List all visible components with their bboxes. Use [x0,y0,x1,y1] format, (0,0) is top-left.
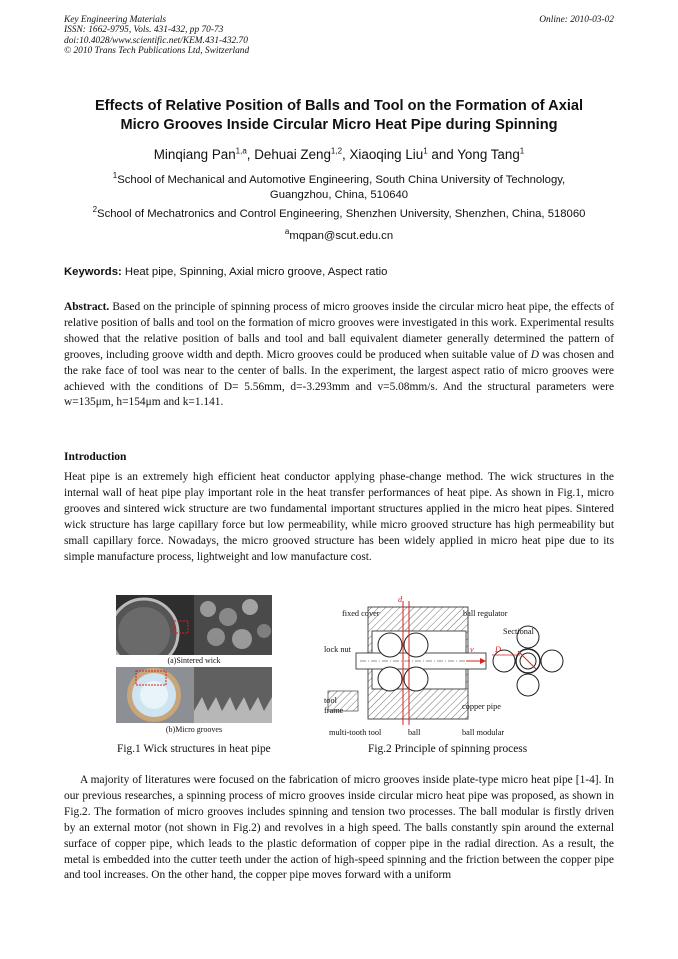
label-d: d [398,595,403,604]
fig1b-caption: (b)Micro grooves [165,725,223,734]
affil-1-line-1: School of Mechanical and Automotive Engineering, South China University of Technology, [117,174,566,186]
email-sup: a [284,227,290,237]
label-sectional: Sectional [503,627,534,636]
author-name: Dehuai Zeng [254,147,331,162]
figure-2 [320,595,568,740]
keywords-label: Keywords: [64,266,122,278]
author-name: Yong Tang [457,147,520,162]
label-v: v [470,645,474,654]
affil-sup: 2 [92,205,98,215]
author-affil-sup: 1,2 [330,146,343,156]
author-name: Xiaoqing Liu [349,147,424,162]
author-affil-sup: 1,a [235,146,247,156]
affiliation-1 [40,173,638,202]
author-sep: , [246,147,255,162]
label-D: D [495,645,501,654]
figure-1 [116,595,272,737]
doi[interactable]: doi:10.4028/www.scientific.net/KEM.431-432.70 [64,35,248,46]
paper-title [40,97,638,135]
affil-1-line-2: Guangzhou, China, 510640 [269,188,409,201]
label-copper-pipe: copper pipe [462,702,501,711]
keywords-list: Heat pipe, Spinning, Axial micro groove, Aspect ratio [121,266,388,278]
author-affil-sup: 1 [423,146,428,156]
intro-paragraph: Heat pipe is an extremely high efficient heat conductor applying phase-change method. The wick structures in the internal wall of heat pipe play important role in the heat transfer performances of heat pipe. As shown in Fig.1, micro grooves and sintered wick structure are two fundamental important structures applied in the micro heat pipes. Sintered wick structure has large capillary force but low permeability, while micro grooved structure has high permeability but small capillary force. Nowadays, the micro grooved structure has been widely applied in micro heat pipe due to its simple manufacture process, lightweight and low manufacture cost. [64,471,614,563]
figure-1-caption: Fig.1 Wick structures in heat pipe [117,743,271,755]
abstract [64,300,614,411]
issn: ISSN: 1662-9795, Vols. 431-432, pp 70-73 [64,25,224,36]
label-fixed-cover: fixed cover [342,609,380,618]
section-heading: Introduction [64,451,127,463]
journal-name: Key Engineering Materials [64,15,167,25]
label-ball: ball [408,728,421,737]
author-name: Minqiang Pan [153,147,236,162]
abstract-var-d: D [530,348,539,361]
journal-header [64,15,614,57]
title-line-1: Effects of Relative Position of Balls and Tool on the Formation of Axial [94,98,584,114]
abstract-text: Based on the principle of spinning process of micro grooves inside the circular micro heat pipe, the effects of relative position of balls and tool on the formation of micro grooves were investigated in this work. Experimental results showed that the relative position of balls and tool and ball equivalent diameter generally determined the pattern of grooves, including groove width and depth. Micro grooves could be produced when suitable value of [64,301,614,361]
abstract-label: Abstract. [64,301,110,313]
label-tool-frame: tool frame [324,696,344,715]
label-multi-tooth-tool: multi-tooth tool [329,728,382,737]
abstract-conditions: D= 5.56mm, d=-3.293mm and v=5.08mm/s. And the structural parameters were w=135μm, h=154μm and k=1.141. [64,380,615,409]
online-date: Online: 2010-03-02 [539,15,614,25]
email-line [40,229,638,244]
keywords [64,266,614,278]
label-ball-modular: ball modular [462,728,505,737]
label-lock-nut: lock nut [324,645,351,654]
title-line-2: Micro Grooves Inside Circular Micro Heat Pipe during Spinning [120,117,558,133]
author-list [40,147,638,162]
sintered-wick-photo [116,595,272,655]
abstract-text-2: was chosen and the rake face of tool was near to the center of balls. In the experiment, the largest aspect ratio of micro grooves were achieved with the conditions of [64,348,614,393]
author-sep: , [342,147,350,162]
body-paragraph: A majority of literatures were focused on the fabrication of micro grooves inside plate-type micro heat pipe [1-4]. In our previous researches, a spinning process of micro grooves inside circular micro heat pipe was proposed, as shown in Fig.2. The formation of micro grooves includes spinning and tension two processes. The ball modular is firstly driven by an external motor (not shown in Fig.2) and revolves in a high speed. The balls constantly spin around the external surface of copper pipe, which leads to the plastic deformation of copper pipe in the radial direction. As a result, the metal is embedded into the cutter teeth under the action of high-speed spinning and the friction between the copper pipe and tool increases. On the other hand, the copper pipe moves forward with a uniform [64,774,614,882]
copyright: © 2010 Trans Tech Publications Ltd, Switzerland [64,46,250,57]
micro-grooves-photo [116,667,272,723]
affiliation-2 [40,207,638,222]
figure-2-caption: Fig.2 Principle of spinning process [368,743,528,755]
affil-2-text: School of Mechatronics and Control Engineering, Shenzhen University, Shenzhen, China, 518060 [97,208,586,220]
author-and: and [427,147,458,162]
affil-sup: 1 [112,171,118,181]
author-affil-sup: 1 [519,146,525,156]
fig1a-caption: (a)Sintered wick [167,656,221,665]
label-ball-regulator: ball regulator [463,609,508,618]
author-email[interactable]: mqpan@scut.edu.cn [289,230,394,242]
